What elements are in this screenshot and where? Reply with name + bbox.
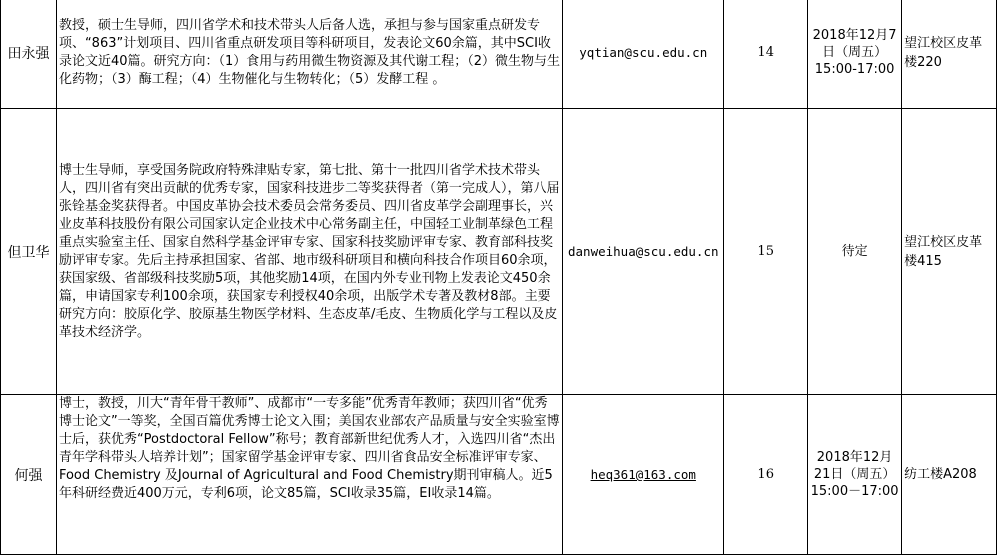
table-row [1,109,997,395]
professor-email: danweihua@scu.edu.cn [563,109,724,395]
professor-bio: 博士，教授，川大“青年骨干教师”、成都市“一专多能”优秀青年教师；获四川省“优秀博士论文”一等奖，全国百篇优秀博士论文入围；美国农业部农产品质量与安全实验室博士后，获优秀“Postdoctoral Fellow”称号；教育部新世纪优秀人才，入选四川省“杰出青年学科带头人培养计划”；国家留学基金评审专家、四川省食品安全标准评审专家、Food Chemistry 及Journal of Agricultural and Food Chemistry期刊审稿人。近5年科研经费近400万元，专利6项，论文85篇，SCI收录35篇，EI收录14篇。 [56,395,562,555]
professor-name: 田永强 [1,0,57,109]
lecture-time: 待定 [808,109,902,395]
table-row [1,395,997,555]
professor-email-link[interactable]: heq361@163.com [590,467,696,482]
professor-email-cell [563,395,724,555]
lecture-time: 2018年12月7日（周五）15:00-17:00 [808,0,902,109]
lecture-location: 望江校区皮革楼220 [902,0,997,109]
professor-name: 何强 [1,395,57,555]
lecture-location: 纺工楼A208 [902,395,997,555]
professor-name: 但卫华 [1,109,57,395]
lecture-location: 望江校区皮革楼415 [902,109,997,395]
professor-bio: 博士生导师，享受国务院政府特殊津贴专家，第七批、第十一批四川省学术技术带头人，四川省有突出贡献的优秀专家，国家科技进步二等奖获得者（第一完成人），第八届张铨基金奖获得者。中国皮革协会技术委员会常务委员、四川省皮革学会副理事长，兴业皮革科技股份有限公司国家认定企业技术中心常务副主任，中国轻工业制革绿色工程重点实验室主任、国家自然科学基金评审专家、国家科技奖励评审专家、教育部科技奖励评审专家。先后主持承担国家、省部、地市级科研项目和横向科技合作项目60余项，获国家级、省部级科技奖励5项，其他奖励14项，在国内外专业刊物上发表论文450余篇，申请国家专利100余项，获国家专利授权40余项，出版学术专著及教材8部。主要研究方向：胶原化学、胶原基生物医学材料、生态皮革/毛皮、生物质化学与工程以及皮革技术经济学。 [56,109,562,395]
row-number: 16 [724,395,808,555]
row-number: 14 [724,0,808,109]
table-row [1,0,997,109]
lecture-time: 2018年12月21日（周五）15:00－17:00 [808,395,902,555]
professor-email: yqtian@scu.edu.cn [563,0,724,109]
professor-bio: 教授，硕士生导师，四川省学术和技术带头人后备人选，承担与参与国家重点研发专项、“863”计划项目、四川省重点研发项目等科研项目，发表论文60余篇，其中SCI收录论文近40篇。研究方向：（1）食用与药用微生物资源及其代谢工程；（2）微生物与生化药物；（3）酶工程；（4）生物催化与生物转化；（5）发酵工程 。 [56,0,562,109]
row-number: 15 [724,109,808,395]
